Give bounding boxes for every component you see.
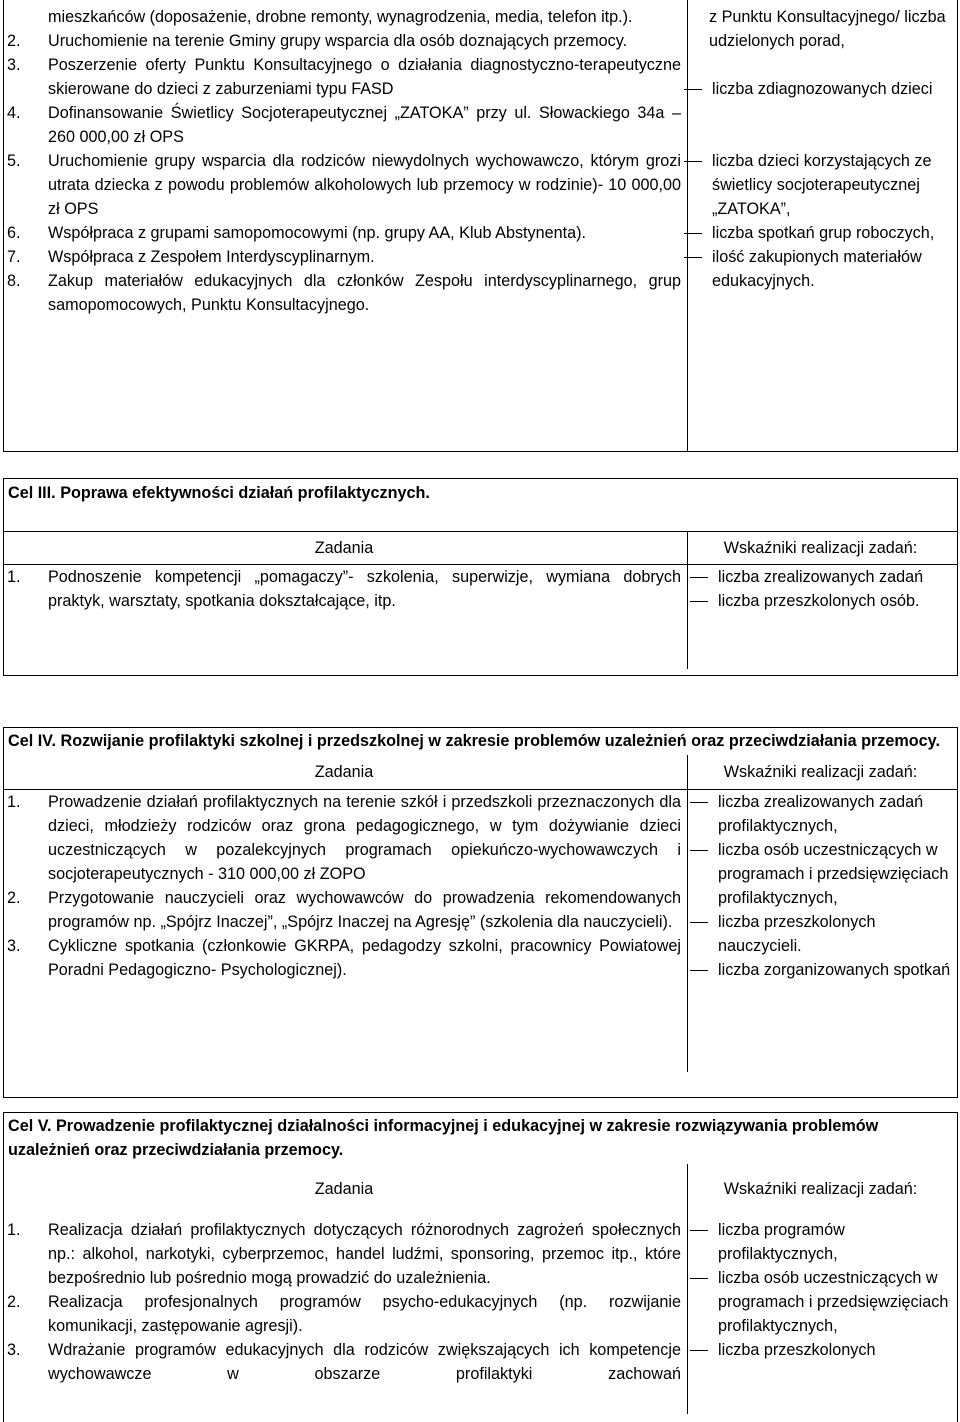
indicator-item xyxy=(690,565,955,589)
dash-icon xyxy=(690,958,716,982)
indicator-text: liczba przeszkolonych nauczycieli. xyxy=(718,913,876,955)
header-tasks: Zadania xyxy=(314,763,374,781)
dash-icon xyxy=(684,245,710,293)
content-row xyxy=(4,0,957,317)
list-item xyxy=(7,149,681,221)
indicator-text: liczba spotkań grup roboczych, xyxy=(712,224,935,242)
goal-text: Poprawa efektywności działań profilaktycznych. xyxy=(60,484,430,502)
indicator-item xyxy=(684,149,955,221)
item-text: Cykliczne spotkania (członkowie GKRPA, pedagodzy szkolni, pracownicy Powiatowej Poradni Pedagogiczno- Psychologicznej). xyxy=(48,937,681,979)
indicator-item xyxy=(690,910,955,958)
table-goal-4 xyxy=(3,727,958,1098)
item-text: Współpraca z grupami samopomocowymi (np. grupy AA, Klub Abstynenta). xyxy=(48,224,587,242)
column-divider xyxy=(687,755,688,789)
table-goal-3 xyxy=(3,478,958,676)
item-number: 8. xyxy=(7,272,21,290)
list-item xyxy=(7,29,681,53)
content-row xyxy=(4,565,957,669)
list-item xyxy=(7,53,681,101)
list-item xyxy=(7,790,681,886)
list-item xyxy=(7,5,681,29)
indicator-text: liczba zdiagnozowanych dzieci xyxy=(712,80,933,98)
item-number: 1. xyxy=(7,568,21,586)
header-tasks: Zadania xyxy=(314,1180,374,1198)
table-header xyxy=(4,1164,957,1214)
indicator-text: ilość zakupionych materiałów edukacyjnych. xyxy=(712,248,922,290)
goal-title xyxy=(4,479,957,507)
item-number: 3. xyxy=(7,56,21,74)
indicator-item xyxy=(690,589,955,613)
item-number: 3. xyxy=(7,1341,21,1359)
indicator-item xyxy=(684,245,955,293)
dash-icon xyxy=(690,1338,716,1362)
item-number: 4. xyxy=(7,104,21,122)
column-divider xyxy=(687,790,688,1072)
indicator-text: liczba przeszkolonych osób. xyxy=(718,592,920,610)
indicator-item xyxy=(690,1338,955,1362)
item-number: 3. xyxy=(7,937,21,955)
item-number: 2. xyxy=(7,889,21,907)
tasks-column xyxy=(4,565,684,669)
list-item xyxy=(7,1218,681,1290)
table-header xyxy=(4,532,957,564)
item-number: 1. xyxy=(7,1221,21,1239)
indicator-text: liczba przeszkolonych xyxy=(718,1341,876,1359)
header-indicators: Wskaźniki realizacji zadań: xyxy=(723,1180,918,1198)
list-item xyxy=(7,1338,681,1386)
table-goal-5 xyxy=(3,1112,958,1422)
list-item xyxy=(7,1290,681,1338)
goal-label: Cel III. xyxy=(8,484,56,502)
goal-text: Rozwijanie profilaktyki szkolnej i przedszkolnej w zakresie problemów uzależnień oraz przeciwdziałania przemocy. xyxy=(60,732,940,750)
item-text: Poszerzenie oferty Punktu Konsultacyjnego o działania diagnostyczno-terapeutyczne skierowane do dzieci z zaburzeniami typu FASD xyxy=(48,56,681,98)
dash-icon xyxy=(690,790,716,838)
indicator-item xyxy=(690,838,955,910)
item-number: 7. xyxy=(7,248,21,266)
item-text: Realizacja profesjonalnych programów psycho-edukacyjnych (np. rozwijanie komunikacji, zastępowanie agresji). xyxy=(48,1293,681,1335)
indicator-item xyxy=(690,1218,955,1266)
dash-icon xyxy=(684,77,710,101)
dash-icon xyxy=(690,565,716,589)
goal-label: Cel V. xyxy=(8,1117,52,1135)
dash-icon xyxy=(690,589,716,613)
item-text: Współpraca z Zespołem Interdyscyplinarnym. xyxy=(48,248,375,266)
indicator-text: liczba zorganizowanych spotkań xyxy=(718,961,951,979)
list-item xyxy=(7,101,681,149)
header-indicators: Wskaźniki realizacji zadań: xyxy=(723,539,918,557)
item-number xyxy=(7,5,48,29)
indicator-item xyxy=(690,1266,955,1338)
indicator-text: liczba osób uczestniczących w programach i przedsięwzięciach profilaktycznych, xyxy=(718,1269,949,1335)
item-text: Realizacja działań profilaktycznych dotyczących różnorodnych zagrożeń społecznych np.: alkohol, narkotyki, cyberprzemoc, handel ludźmi, sponsoring, przemoc itp., które bezpośrednio lub pośrednio mogą prowadzić do uzależnienia. xyxy=(48,1221,681,1287)
item-number: 6. xyxy=(7,224,21,242)
column-divider xyxy=(687,532,688,564)
list-item xyxy=(7,565,681,613)
indicators-column xyxy=(684,565,957,669)
indicator-text: liczba zrealizowanych zadań profilaktycznych, xyxy=(718,793,924,835)
goal-text: Prowadzenie profilaktycznej działalności informacyjnej i edukacyjnej w zakresie rozwiązywania problemów uzależnień oraz przeciwdziałania przemocy. xyxy=(8,1117,879,1159)
column-divider xyxy=(687,565,688,669)
item-text: Wdrażanie programów edukacyjnych dla rodziców zwiększających ich kompetencje wychowawcze w obszarze profilaktyki zachowań xyxy=(48,1341,681,1383)
goal-title xyxy=(4,1113,957,1164)
indicator-item xyxy=(690,790,955,838)
indicator-text: liczba programów profilaktycznych, xyxy=(718,1221,845,1263)
indicators-column xyxy=(684,1214,957,1414)
content-row xyxy=(4,1214,957,1414)
item-text: Uruchomienie grupy wsparcia dla rodziców niewydolnych wychowawczo, którym grozi utrata dziecka z powodu problemów alkoholowych lub przemocy w rodzinie)- 10 000,00 zł OPS xyxy=(48,152,681,218)
list-item xyxy=(7,221,681,245)
tasks-column xyxy=(4,1214,684,1414)
item-text: Dofinansowanie Świetlicy Socjoterapeutycznej „ZATOKA” przy ul. Słowackiego 34a – 260 000,00 zł OPS xyxy=(48,104,681,146)
item-number: 2. xyxy=(7,1293,21,1311)
indicator-continuation: z Punktu Konsultacyjnego/ liczba udzielonych porad, xyxy=(709,8,946,50)
indicator-item xyxy=(684,77,955,101)
goal-label: Cel IV. xyxy=(8,732,56,750)
dash-icon xyxy=(690,838,716,910)
item-text: Podnoszenie kompetencji „pomagaczy”- szkolenia, superwizje, wymiana dobrych praktyk, warsztaty, spotkania dokształcające, itp. xyxy=(48,568,681,610)
dash-icon xyxy=(690,1218,716,1266)
indicators-column xyxy=(684,790,957,1072)
dash-icon xyxy=(684,221,710,245)
list-item xyxy=(7,245,681,269)
indicator-text: liczba dzieci korzystających ze świetlicy socjoterapeutycznej „ZATOKA”, xyxy=(712,152,932,218)
column-divider xyxy=(687,1164,688,1214)
column-divider xyxy=(687,1214,688,1414)
dash-icon xyxy=(690,910,716,958)
item-number: 1. xyxy=(7,793,21,811)
list-item xyxy=(7,269,681,317)
indicators-column xyxy=(684,0,957,317)
goal-title xyxy=(4,728,957,755)
item-text: Zakup materiałów edukacyjnych dla członków Zespołu interdyscyplinarnego, grup samopomocowych, Punktu Konsultacyjnego. xyxy=(48,272,681,314)
header-indicators: Wskaźniki realizacji zadań: xyxy=(723,763,918,781)
dash-icon xyxy=(684,149,710,221)
header-tasks: Zadania xyxy=(314,539,374,557)
content-row xyxy=(4,790,957,1072)
table-goal-continuation xyxy=(3,0,958,452)
indicator-item xyxy=(690,958,955,982)
item-text: Uruchomienie na terenie Gminy grupy wsparcia dla osób doznających przemocy. xyxy=(48,32,628,50)
table-header xyxy=(4,755,957,789)
dash-icon xyxy=(690,1266,716,1338)
list-item xyxy=(7,934,681,982)
indicator-text: liczba zrealizowanych zadań xyxy=(718,568,924,586)
indicator-text: liczba osób uczestniczących w programach i przedsięwzięciach profilaktycznych, xyxy=(718,841,949,907)
item-text: Prowadzenie działań profilaktycznych na terenie szkół i przedszkoli przeznaczonych dla dzieci, młodzieży rodziców oraz grona pedagogicznego, w tym dożywianie dzieci uczestniczących w pozalekcyjnych programach opiekuńczo-wychowawczych i socjoterapeutycznych - 310 000,00 zł ZOPO xyxy=(48,793,681,883)
item-text: Przygotowanie nauczycieli oraz wychowawców do prowadzenia rekomendowanych programów np. „Spójrz Inaczej”, „Spójrz Inaczej na Agresję” (szkolenia dla nauczycieli). xyxy=(48,889,681,931)
item-number: 5. xyxy=(7,152,21,170)
list-item xyxy=(7,886,681,934)
item-text: mieszkańców (doposażenie, drobne remonty, wynagrodzenia, media, telefon itp.). xyxy=(48,8,633,26)
indicator-item xyxy=(684,221,955,245)
tasks-column xyxy=(4,0,684,317)
tasks-column xyxy=(4,790,684,1072)
item-number: 2. xyxy=(7,32,21,50)
